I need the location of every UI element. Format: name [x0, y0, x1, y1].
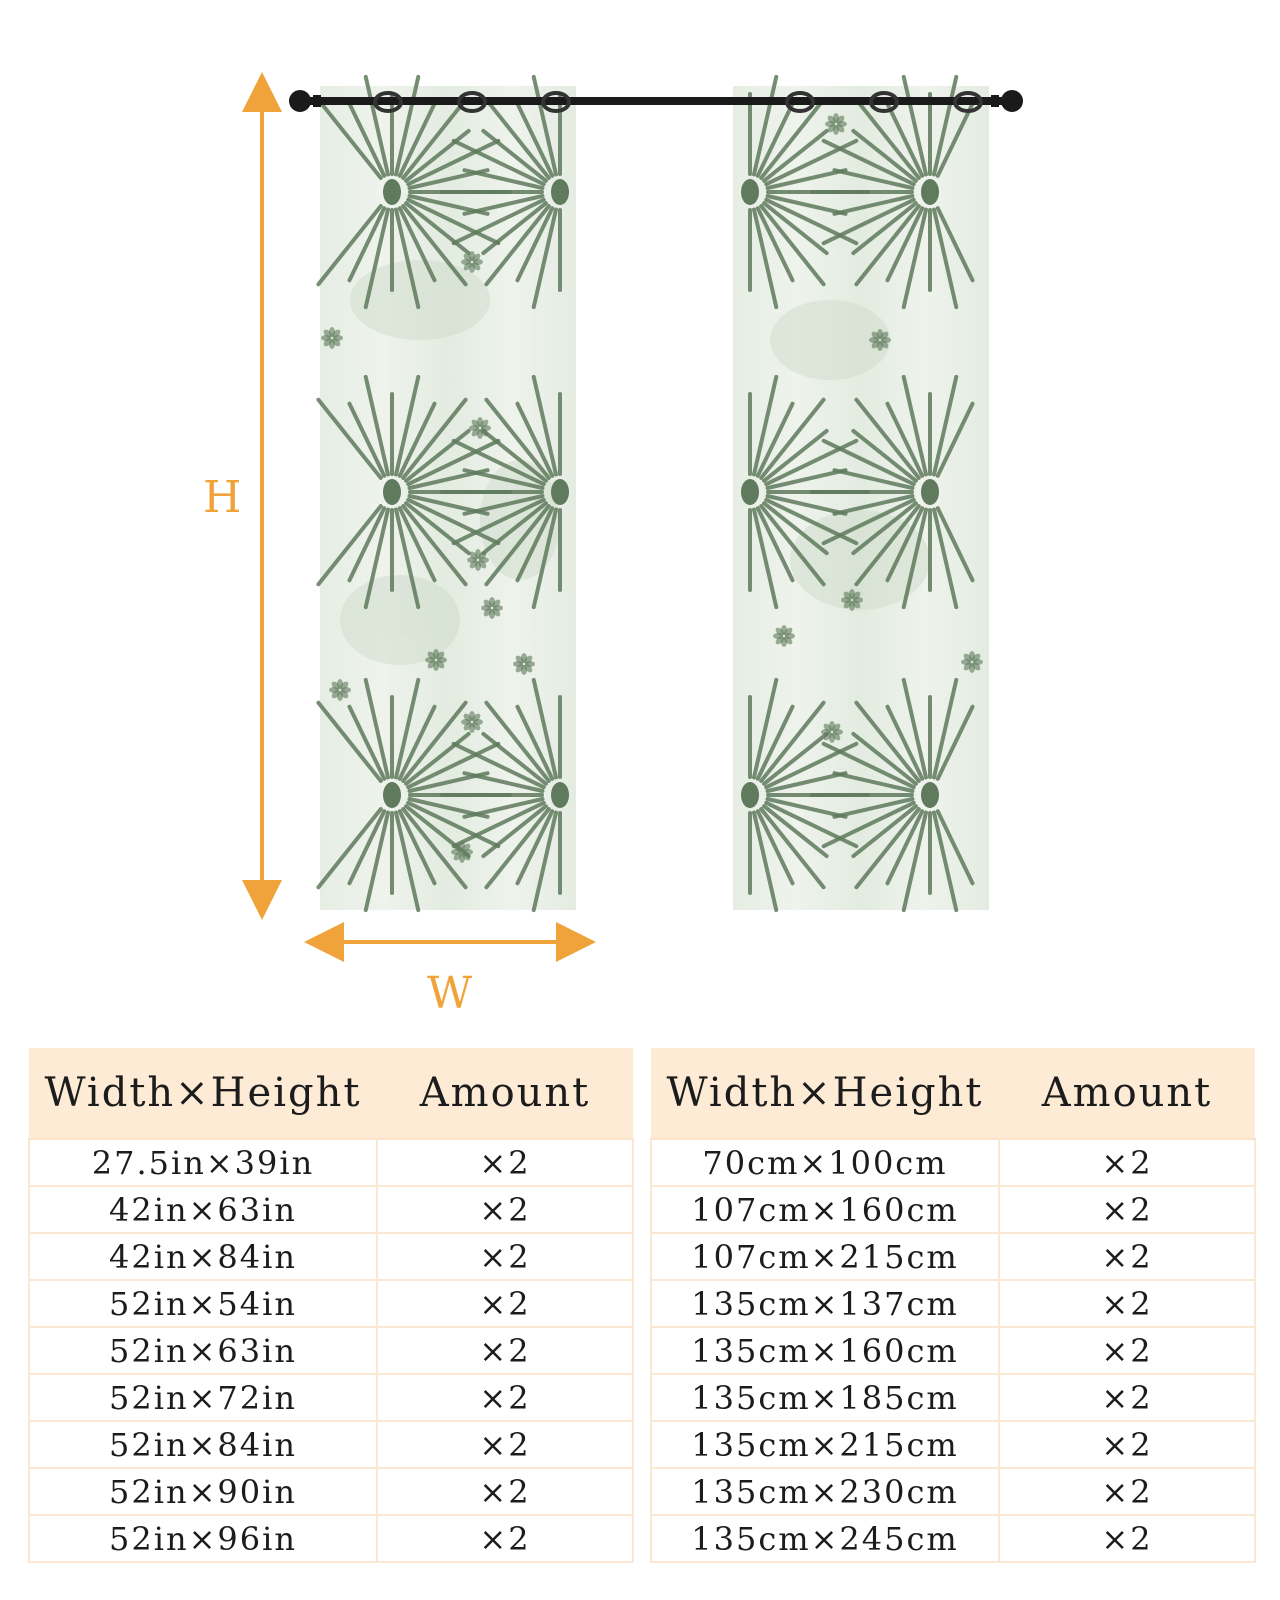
size-cell: 135cm×137cm	[651, 1280, 999, 1327]
table-row	[651, 1374, 1255, 1421]
table-row	[651, 1327, 1255, 1374]
table-row	[29, 1515, 633, 1562]
size-column-header: Width×Height	[29, 1048, 377, 1139]
amount-cell: ×2	[377, 1139, 633, 1186]
table-row	[29, 1468, 633, 1515]
amount-cell: ×2	[377, 1186, 633, 1233]
table-header-row	[651, 1048, 1255, 1139]
size-cell: 52in×63in	[29, 1327, 377, 1374]
size-cell: 52in×90in	[29, 1468, 377, 1515]
amount-cell: ×2	[377, 1374, 633, 1421]
table-row	[29, 1280, 633, 1327]
amount-cell: ×2	[377, 1421, 633, 1468]
table-row	[29, 1374, 633, 1421]
size-cell: 42in×84in	[29, 1233, 377, 1280]
size-cell: 27.5in×39in	[29, 1139, 377, 1186]
amount-cell: ×2	[377, 1280, 633, 1327]
size-cell: 135cm×185cm	[651, 1374, 999, 1421]
table-row	[651, 1139, 1255, 1186]
size-cell: 135cm×160cm	[651, 1327, 999, 1374]
amount-column-header: Amount	[377, 1048, 633, 1139]
table-row	[29, 1139, 633, 1186]
size-cell: 70cm×100cm	[651, 1139, 999, 1186]
amount-cell: ×2	[999, 1468, 1255, 1515]
table-header-row	[29, 1048, 633, 1139]
height-label: H	[203, 472, 242, 523]
amount-cell: ×2	[999, 1233, 1255, 1280]
cm-size-table	[650, 1048, 1256, 1563]
size-column-header: Width×Height	[651, 1048, 999, 1139]
amount-cell: ×2	[999, 1186, 1255, 1233]
size-cell: 52in×54in	[29, 1280, 377, 1327]
table-row	[651, 1280, 1255, 1327]
table-row	[651, 1515, 1255, 1562]
width-label: W	[427, 968, 473, 1019]
table-row	[29, 1421, 633, 1468]
amount-cell: ×2	[999, 1374, 1255, 1421]
size-cell: 135cm×245cm	[651, 1515, 999, 1562]
amount-cell: ×2	[999, 1139, 1255, 1186]
amount-cell: ×2	[999, 1515, 1255, 1562]
table-row	[29, 1233, 633, 1280]
table-row	[651, 1468, 1255, 1515]
amount-cell: ×2	[377, 1468, 633, 1515]
table-row	[651, 1233, 1255, 1280]
size-cell: 52in×84in	[29, 1421, 377, 1468]
size-cell: 52in×96in	[29, 1515, 377, 1562]
amount-cell: ×2	[377, 1327, 633, 1374]
table-row	[651, 1186, 1255, 1233]
size-cell: 42in×63in	[29, 1186, 377, 1233]
size-cell: 107cm×160cm	[651, 1186, 999, 1233]
amount-column-header: Amount	[999, 1048, 1255, 1139]
size-cell: 52in×72in	[29, 1374, 377, 1421]
size-cell: 107cm×215cm	[651, 1233, 999, 1280]
amount-cell: ×2	[999, 1280, 1255, 1327]
size-cell: 135cm×215cm	[651, 1421, 999, 1468]
inch-size-table	[28, 1048, 634, 1563]
table-row	[29, 1327, 633, 1374]
amount-cell: ×2	[999, 1327, 1255, 1374]
amount-cell: ×2	[377, 1515, 633, 1562]
table-row	[29, 1186, 633, 1233]
table-row	[651, 1421, 1255, 1468]
amount-cell: ×2	[999, 1421, 1255, 1468]
amount-cell: ×2	[377, 1233, 633, 1280]
size-cell: 135cm×230cm	[651, 1468, 999, 1515]
